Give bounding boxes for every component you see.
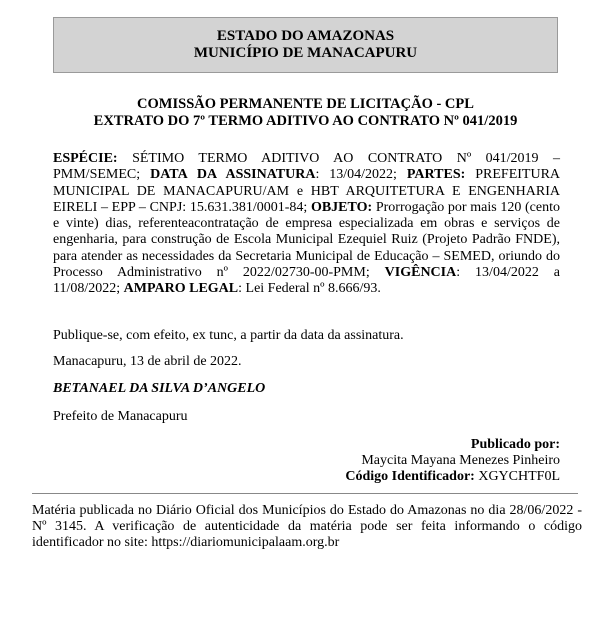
state-heading: ESTADO DO AMAZONAS (216, 28, 395, 44)
publisher-name: Maycita Mayana Menezes Pinheiro (361, 453, 560, 468)
title-line-1: COMISSÃO PERMANENTE DE LICITAÇÃO - CPL (137, 96, 474, 112)
publication-footer: Matéria publicada no Diário Oficial dos Municípios do Estado do Amazonas no dia 28/06/2022 - Nº 3145. A verificação de autenticidade da matéria pode ser feita informando o código identificador no site: https://diariomunicipalaam.org.br (32, 503, 582, 550)
title-line-2: EXTRATO DO 7º TERMO ADITIVO AO CONTRATO Nº 041/2019 (93, 113, 518, 129)
published-by-block (53, 437, 560, 485)
identifier-code-value: XGYCHTF0L (478, 469, 560, 484)
amparo-legal-value: : Lei Federal nº 8.666/93. (238, 281, 381, 297)
amparo-legal-label: AMPARO LEGAL (123, 281, 239, 297)
data-assinatura-value: : 13/04/2022; (315, 167, 397, 183)
objeto-value: Prorrogação por mais 120 (cento e vinte) dias, referenteacontratação de empresa especializada em obras e serviços de engenharia, para construção de Escola Municipal Ezequiel Ruiz (Projeto Padrão FNDE), para atender as necessidades da Secretaria Municipal de Educação – SEMED, oriundo do Processo Administrativo nº 2022/02730-00-PMM; (53, 199, 561, 281)
date-line: Manacapuru, 13 de abril de 2022. (53, 354, 242, 369)
extract-body (53, 151, 560, 298)
vigencia-value: : 13/04/2022 a 11/08/2022; (53, 265, 560, 297)
municipality-heading: MUNICÍPIO DE MANACAPURU (193, 45, 418, 61)
partes-value: PREFEITURA MUNICIPAL DE MANACAPURU/AM e HBT ARQUITETURA E ENGENHARIA EIRELI – EPP – CNPJ: 15.631.381/0001-84; (53, 167, 561, 215)
objeto-label: OBJETO: (310, 199, 373, 215)
partes-label: PARTES: (406, 167, 466, 183)
publish-note: Publique-se, com efeito, ex tunc, a partir da data da assinatura. (53, 328, 404, 343)
signer-role: Prefeito de Manacapuru (53, 409, 188, 424)
identifier-code-label: Código Identificador: (345, 469, 475, 484)
signer-name: BETANAEL DA SILVA D’ANGELO (53, 381, 266, 396)
especie-value: SÉTIMO TERMO ADITIVO AO CONTRATO Nº 041/2019 – PMM/SEMEC; (53, 151, 561, 183)
header-banner (53, 17, 558, 73)
document-title (53, 96, 558, 130)
vigencia-label: VIGÊNCIA (384, 265, 457, 281)
published-by-label: Publicado por: (470, 437, 560, 452)
data-assinatura-label: DATA DA ASSINATURA (150, 167, 316, 183)
footer-divider (32, 493, 578, 494)
especie-label: ESPÉCIE: (53, 151, 118, 166)
